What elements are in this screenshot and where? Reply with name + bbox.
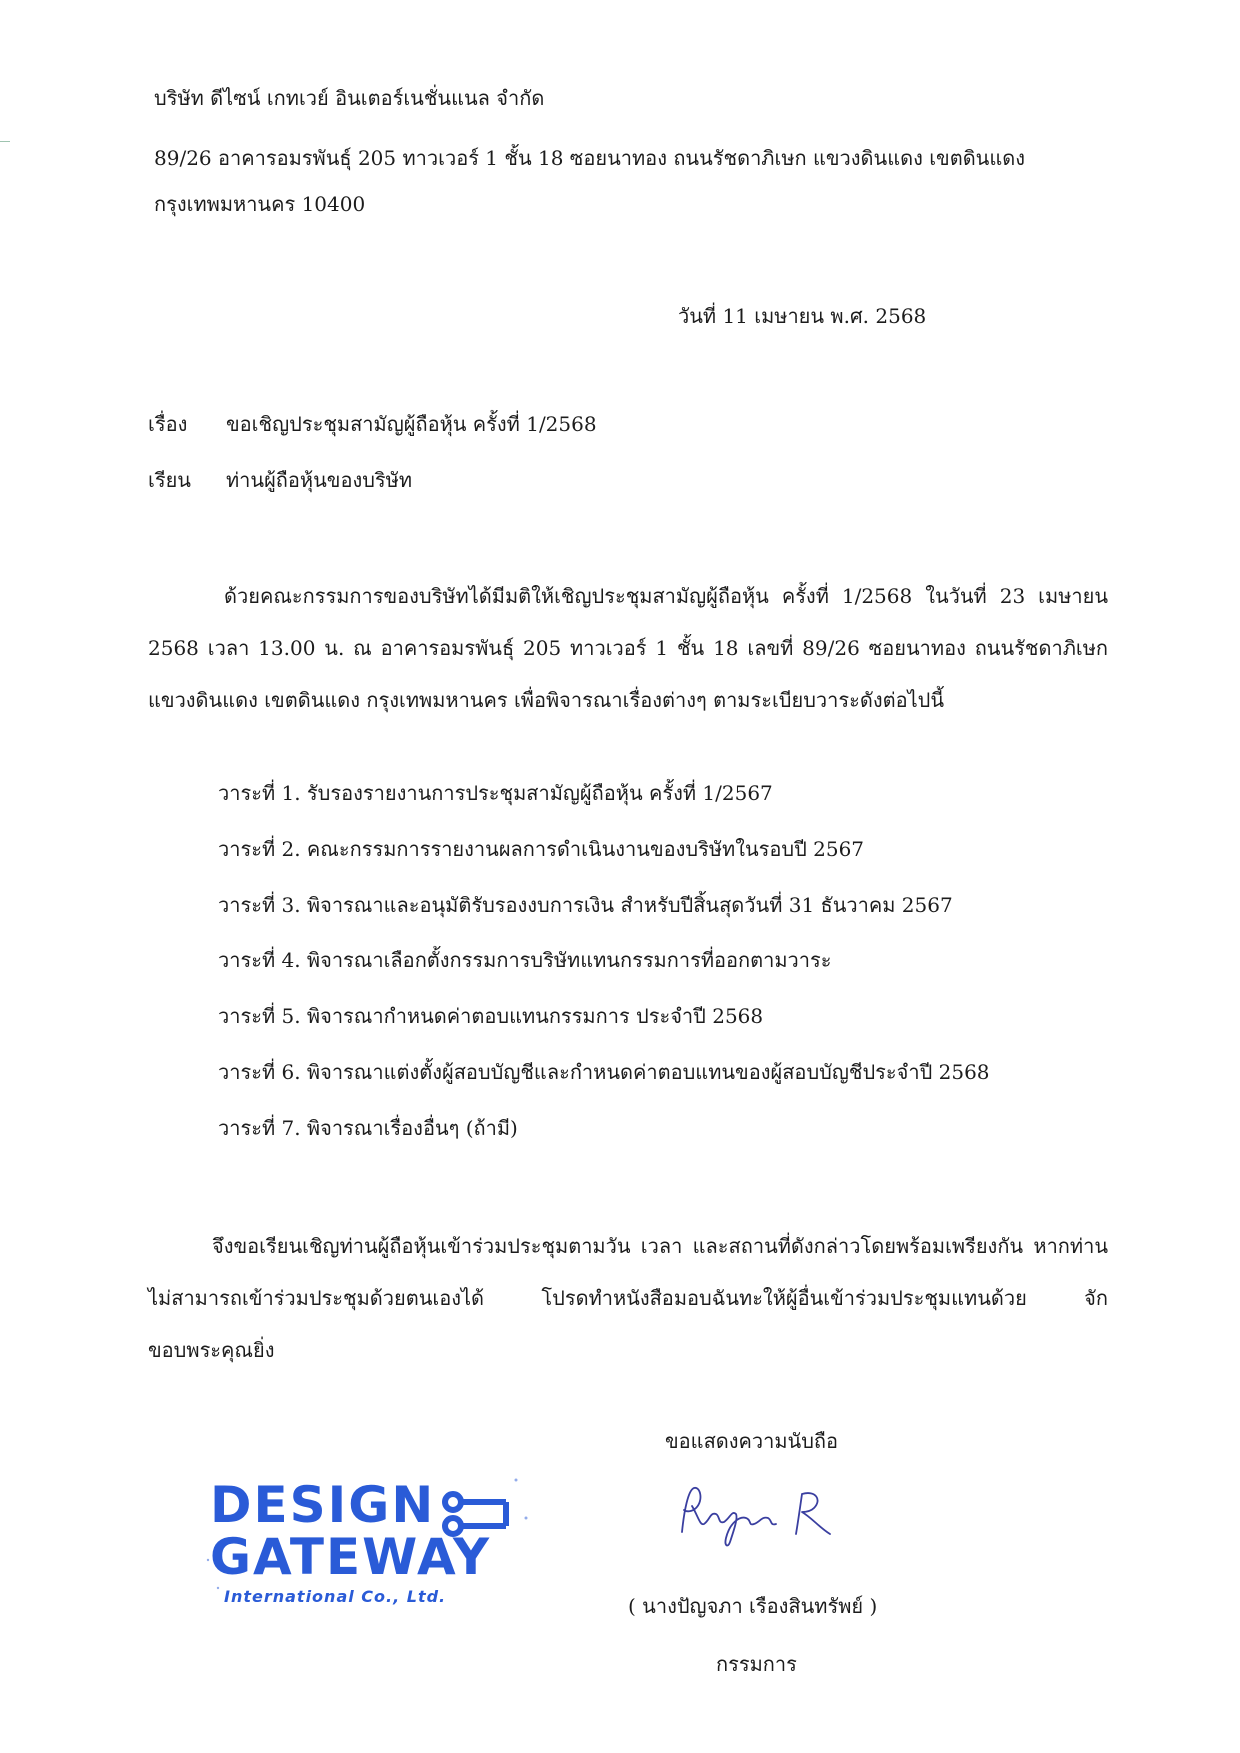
company-stamp-logo: [206, 1470, 536, 1615]
signatory-name: ( นางปัญจภา เรืองสินทรัพย์ ): [628, 1594, 878, 1618]
agenda-item: วาระที่ 1. รับรองรายงานการประชุมสามัญผู้ถือหุ้น ครั้งที่ 1/2567: [218, 781, 773, 805]
complimentary-close: ขอแสดงความนับถือ: [665, 1429, 839, 1453]
stamp-line-2: GATEWAY: [210, 1528, 492, 1586]
agenda-item: วาระที่ 3. พิจารณาและอนุมัติรับรองงบการเงิน สำหรับปีสิ้นสุดวันที่ 31 ธันวาคม 2567: [218, 892, 953, 917]
recipient-text: ท่านผู้ถือหุ้นของบริษัท: [226, 468, 413, 492]
agenda-item: วาระที่ 5. พิจารณากำหนดค่าตอบแทนกรรมการ ประจำปี 2568: [218, 1004, 764, 1029]
body-paragraph-closing-request: จึงขอเรียนเชิญท่านผู้ถือหุ้นเข้าร่วมประชุมตามวัน เวลา และสถานที่ดังกล่าวโดยพร้อมเพรียงกัน หากท่านไม่สามารถเข้าร่วมประชุมด้วยตนเองได้ โปรดทำหนังสือมอบฉันทะให้ผู้อื่นเข้าร่วมประชุมแทนด้วย จักขอบพระคุณยิ่ง: [148, 1234, 1108, 1362]
company-name: บริษัท ดีไซน์ เกทเวย์ อินเตอร์เนชั่นแนล จำกัด: [154, 86, 545, 110]
agenda-item: วาระที่ 2. คณะกรรมการรายงานผลการดำเนินงานของบริษัทในรอบปี 2567: [218, 836, 865, 861]
scan-edge-mark: [0, 141, 10, 142]
agenda-item: วาระที่ 7. พิจารณาเรื่องอื่นๆ (ถ้ามี): [218, 1115, 518, 1140]
agenda-list: [218, 770, 990, 1161]
stamp-line-3: International Co., Ltd.: [224, 1587, 447, 1606]
company-address-line-1: 89/26 อาคารอมรพันธุ์ 205 ทาวเวอร์ 1 ชั้น 18 ซอยนาทอง ถนนรัชดาภิเษก แขวงดินแดง เขตดินแดง: [154, 146, 1025, 170]
signatory-title: กรรมการ: [716, 1652, 797, 1676]
agenda-item: วาระที่ 6. พิจารณาแต่งตั้งผู้สอบบัญชีและกำหนดค่าตอบแทนของผู้สอบบัญชีประจำปี 2568: [218, 1059, 990, 1084]
handwritten-signature: [670, 1482, 840, 1552]
agenda-item: วาระที่ 4. พิจารณาเลือกตั้งกรรมการบริษัทแทนกรรมการที่ออกตามวาระ: [218, 948, 832, 973]
body-paragraph-invitation: ด้วยคณะกรรมการของบริษัทได้มีมติให้เชิญประชุมสามัญผู้ถือหุ้น ครั้งที่ 1/2568 ในวันที่ 23 เมษายน 2568 เวลา 13.00 น. ณ อาคารอมรพันธุ์ 205 ทาวเวอร์ 1 ชั้น 18 เลขที่ 89/26 ซอยนาทอง ถนนรัชดาภิเษก แขวงดินแดง เขตดินแดง กรุงเทพมหานคร เพื่อพิจารณาเรื่องต่างๆ ตามระเบียบวาระดังต่อไปนี้: [148, 584, 1108, 712]
subject-text: ขอเชิญประชุมสามัญผู้ถือหุ้น ครั้งที่ 1/2568: [226, 412, 597, 436]
company-address-line-2: กรุงเทพมหานคร 10400: [154, 192, 366, 216]
recipient-label: เรียน: [148, 468, 191, 492]
subject-label: เรื่อง: [148, 412, 188, 436]
stamp-line-1: DESIGN: [210, 1476, 436, 1534]
letter-date: วันที่ 11 เมษายน พ.ศ. 2568: [678, 304, 927, 328]
